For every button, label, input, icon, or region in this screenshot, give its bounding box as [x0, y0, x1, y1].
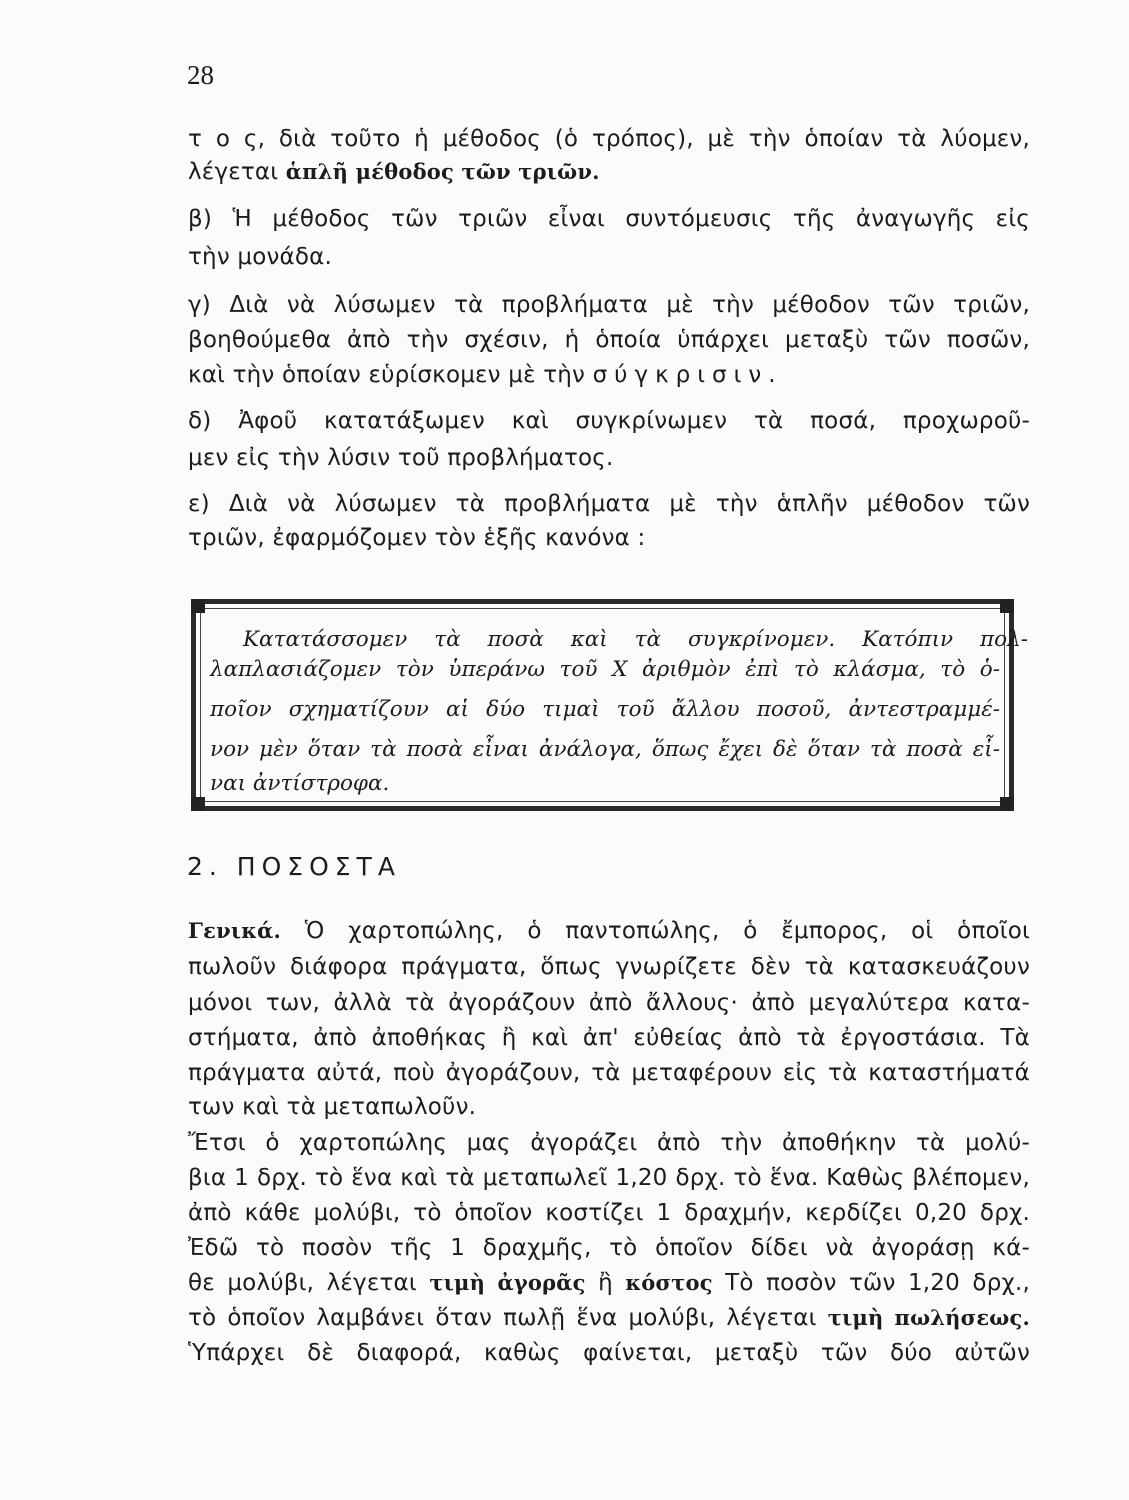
spaced-term: σύγκρισιν.	[592, 362, 783, 388]
text-line	[188, 360, 1030, 390]
text-line	[188, 1092, 1030, 1122]
rule-box	[191, 599, 1028, 811]
text-line	[188, 523, 1030, 553]
rule-line: ναι ἀντίστροφα.	[210, 771, 390, 796]
text-span: Ὑπάρχει δὲ διαφορά, καθὼς φαίνεται, μεταξὺ τῶν δύο αὐτῶν	[188, 1340, 1030, 1366]
text-span: Ἔτσι ὁ χαρτοπώλης μας ἀγοράζει ἀπὸ τὴν ἀποθήκην τὰ μολύ-	[188, 1130, 1030, 1156]
text-span: πωλοῦν διάφορα πράγματα, ὅπως γνωρίζετε δὲν τὰ κατασκευάζουν	[188, 954, 1030, 980]
text-span: των καὶ τὰ μεταπωλοῦν.	[188, 1094, 477, 1120]
text-span: ε) Διὰ νὰ λύσωμεν τὰ προβλήματα μὲ τὴν ἁπλῆν μέθοδον τῶν	[188, 491, 1030, 517]
page-number: 28	[187, 60, 214, 90]
rule-line: ποῖον σχηματίζουν αἱ δύο τιμαὶ τοῦ ἄλλου ποσοῦ, ἀντεστραμμέ-	[210, 697, 1000, 722]
rule-line: Κατατάσσομεν τὰ ποσὰ καὶ τὰ συγκρίνομεν. Κατόπιν πολ-	[243, 627, 1028, 652]
text-line	[188, 1128, 1030, 1158]
text-span: τὴν μονάδα.	[188, 244, 333, 270]
text-span: τὸ ὁποῖον λαμβάνει ὅταν πωλῇ ἕνα μολύβι, λέγεται	[188, 1305, 828, 1331]
text-line	[188, 988, 1030, 1018]
text-span: τ ο ς, διὰ τοῦτο ἡ μέθοδος (ὁ τρόπος), μὲ τὴν ὁποίαν τὰ λύομεν,	[188, 126, 1030, 152]
text-span: λέγεται	[188, 159, 286, 185]
text-span: Ἐδῶ τὸ ποσὸν τῆς 1 δραχμῆς, τὸ ὁποῖον δίδει νὰ ἀγοράσῃ κά-	[188, 1235, 1030, 1261]
text-line	[188, 1233, 1030, 1263]
bold-term: Γενικά.	[188, 918, 282, 943]
corner-ornament	[1000, 797, 1014, 811]
text-line	[188, 325, 1030, 355]
text-span: μόνοι των, ἀλλὰ τὰ ἀγοράζουν ἀπὸ ἄλλους· ἀπὸ μεγαλύτερα κατα-	[188, 990, 1030, 1016]
text-line	[188, 1198, 1030, 1228]
corner-ornament	[191, 599, 205, 613]
text-span: βοηθούμεθα ἀπὸ τὴν σχέσιν, ἡ ὁποία ὑπάρχει μεταξὺ τῶν ποσῶν,	[188, 327, 1030, 353]
bold-term: ἁπλῆ μέθοδος τῶν τριῶν.	[285, 159, 600, 184]
corner-ornament	[191, 797, 205, 811]
text-span: β) Ἡ μέθοδος τῶν τριῶν εἶναι συντόμευσις τῆς ἀναγωγῆς εἰς	[188, 206, 1030, 232]
text-line	[188, 1023, 1030, 1053]
text-line	[188, 1163, 1030, 1193]
text-line	[188, 1268, 1030, 1298]
rule-line: νον μὲν ὅταν τὰ ποσὰ εἶναι ἀνάλογα, ὅπως ἔχει δὲ ὅταν τὰ ποσὰ εἶ-	[210, 737, 1000, 762]
text-line	[188, 242, 1030, 272]
corner-ornament	[1000, 599, 1014, 613]
bold-term: κόστος	[625, 1270, 713, 1295]
text-line	[188, 1058, 1030, 1088]
text-line	[188, 916, 1030, 946]
text-span: ἢ	[585, 1270, 626, 1296]
text-span: Ὁ χαρτοπώλης, ὁ παντοπώλης, ὁ ἔμπορος, οἱ ὁποῖοι	[281, 918, 1030, 944]
text-span: Τὸ ποσὸν τῶν 1,20 δρχ.,	[712, 1270, 1030, 1296]
text-line	[188, 443, 1030, 473]
text-span: πράγματα αὐτά, ποὺ ἀγοράζουν, τὰ μεταφέρουν εἰς τὰ καταστήματά	[188, 1060, 1030, 1086]
text-span: θε μολύβι, λέγεται	[188, 1270, 430, 1296]
text-line	[188, 952, 1030, 982]
text-line	[188, 406, 1030, 436]
text-line	[188, 1338, 1030, 1368]
text-span: γ) Διὰ νὰ λύσωμεν τὰ προβλήματα μὲ τὴν μέθοδον τῶν τριῶν,	[188, 292, 1030, 318]
bold-term: τιμὴ ἀγορᾶς	[429, 1270, 586, 1295]
text-span: μεν εἰς τὴν λύσιν τοῦ προβλήματος.	[188, 445, 614, 471]
text-line	[188, 290, 1030, 320]
section-heading: 2. ΠΟΣΟΣΤΑ	[187, 852, 401, 881]
text-line	[188, 1303, 1030, 1333]
text-span: τριῶν, ἐφαρμόζομεν τὸν ἑξῆς κανόνα :	[188, 525, 646, 551]
text-line	[188, 124, 1030, 154]
text-span: ἀπὸ κάθε μολύβι, τὸ ὁποῖον κοστίζει 1 δραχμήν, κερδίζει 0,20 δρχ.	[188, 1200, 1030, 1226]
rule-line: λαπλασιάζομεν τὸν ὑπεράνω τοῦ Χ ἀριθμὸν ἐπὶ τὸ κλάσμα, τὸ ὁ-	[210, 657, 1000, 682]
text-span: βια 1 δρχ. τὸ ἕνα καὶ τὰ μεταπωλεῖ 1,20 δρχ. τὸ ἕνα. Καθὼς βλέπομεν,	[188, 1165, 1030, 1191]
text-span: στήματα, ἀπὸ ἀποθήκας ἢ καὶ ἀπ' εὐθείας ἀπὸ τὰ ἐργοστάσια. Τὰ	[188, 1025, 1030, 1051]
text-span: δ) Ἀφοῦ κατατάξωμεν καὶ συγκρίνωμεν τὰ ποσά, προχωροῦ-	[188, 408, 1030, 434]
text-line	[188, 204, 1030, 234]
text-line	[188, 489, 1030, 519]
bold-term: τιμὴ πωλήσεως.	[827, 1305, 1030, 1330]
text-line	[188, 157, 1030, 187]
text-span: καὶ τὴν ὁποίαν εὑρίσκομεν μὲ τὴν	[188, 362, 593, 388]
